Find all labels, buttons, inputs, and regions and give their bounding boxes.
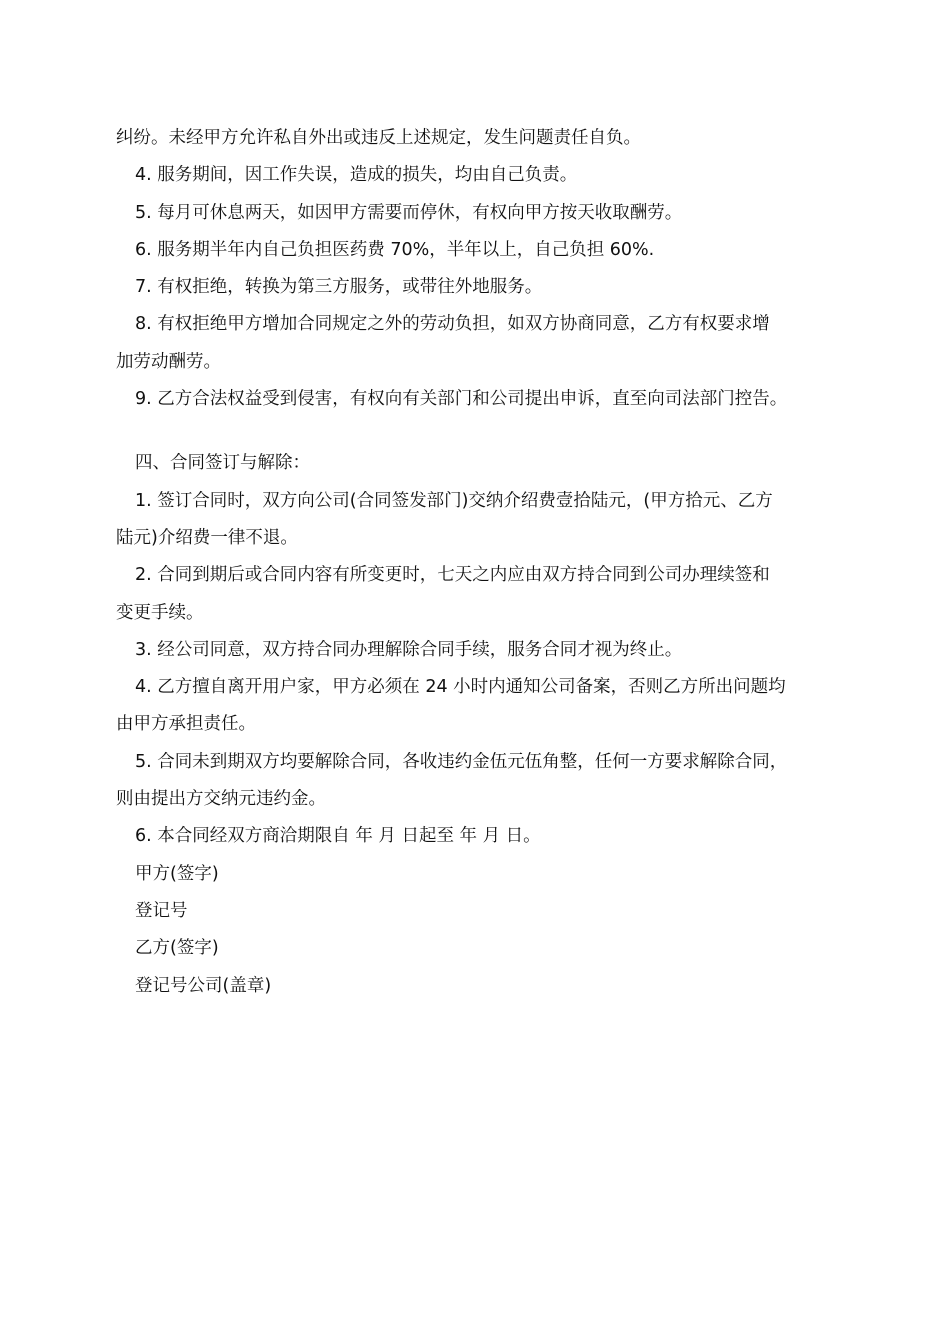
- paragraph-line: 加劳动酬劳。: [116, 351, 221, 372]
- paragraph-line: 3. 经公司同意，双方持合同办理解除合同手续，服务合同才视为终止。: [135, 639, 683, 660]
- paragraph-line: 4. 乙方擅自离开用户家，甲方必须在 24 小时内通知公司备案，否则乙方所出问题均: [135, 677, 786, 698]
- paragraph-line: 5. 合同未到期双方均要解除合同，各收违约金伍元伍角整，任何一方要求解除合同，: [135, 751, 788, 772]
- paragraph-line: 5. 每月可休息两天，如因甲方需要而停休，有权向甲方按天收取酬劳。: [135, 202, 683, 223]
- document-body: [116, 120, 846, 1005]
- paragraph-line: 6. 服务期半年内自己负担医药费 70%，半年以上，自己负担 60%.: [135, 239, 655, 260]
- paragraph-line: 陆元)介绍费一律不退。: [116, 527, 298, 548]
- paragraph-line: 7. 有权拒绝，转换为第三方服务，或带往外地服务。: [135, 277, 543, 298]
- contract-signing-section: [116, 445, 846, 1004]
- paragraph-line: 由甲方承担责任。: [116, 714, 256, 735]
- paragraph-line: 纠纷。未经甲方允许私自外出或违反上述规定，发生问题责任自负。: [116, 128, 641, 148]
- paragraph-line: 则由提出方交纳元违约金。: [116, 789, 326, 810]
- paragraph-line: 9. 乙方合法权益受到侵害，有权向有关部门和公司提出申诉，直至向司法部门控告。: [135, 389, 788, 410]
- paragraph-line: 4. 服务期间，因工作失误，造成的损失，均由自己负责。: [135, 165, 578, 186]
- paragraph-line: 1. 签订合同时，双方向公司(合同签发部门)交纳介绍费壹拾陆元，(甲方拾元、乙方: [135, 490, 773, 511]
- contract-rights-section: [116, 120, 846, 418]
- paragraph-line: 乙方(签字): [135, 938, 219, 959]
- paragraph-line: 8. 有权拒绝甲方增加合同规定之外的劳动负担，如双方协商同意，乙方有权要求增: [135, 314, 770, 335]
- section-spacer: [116, 418, 846, 445]
- paragraph-line: 6. 本合同经双方商洽期限自 年 月 日起至 年 月 日。: [135, 826, 541, 847]
- paragraph-line: 变更手续。: [116, 602, 204, 623]
- paragraph-line: 2. 合同到期后或合同内容有所变更时，七天之内应由双方持合同到公司办理续签和: [135, 565, 770, 586]
- paragraph-line: 四、合同签订与解除：: [135, 453, 310, 474]
- paragraph-line: 登记号: [135, 900, 188, 921]
- paragraph-line: 登记号公司(盖章): [135, 975, 272, 996]
- paragraph-line: 甲方(签字): [135, 863, 219, 884]
